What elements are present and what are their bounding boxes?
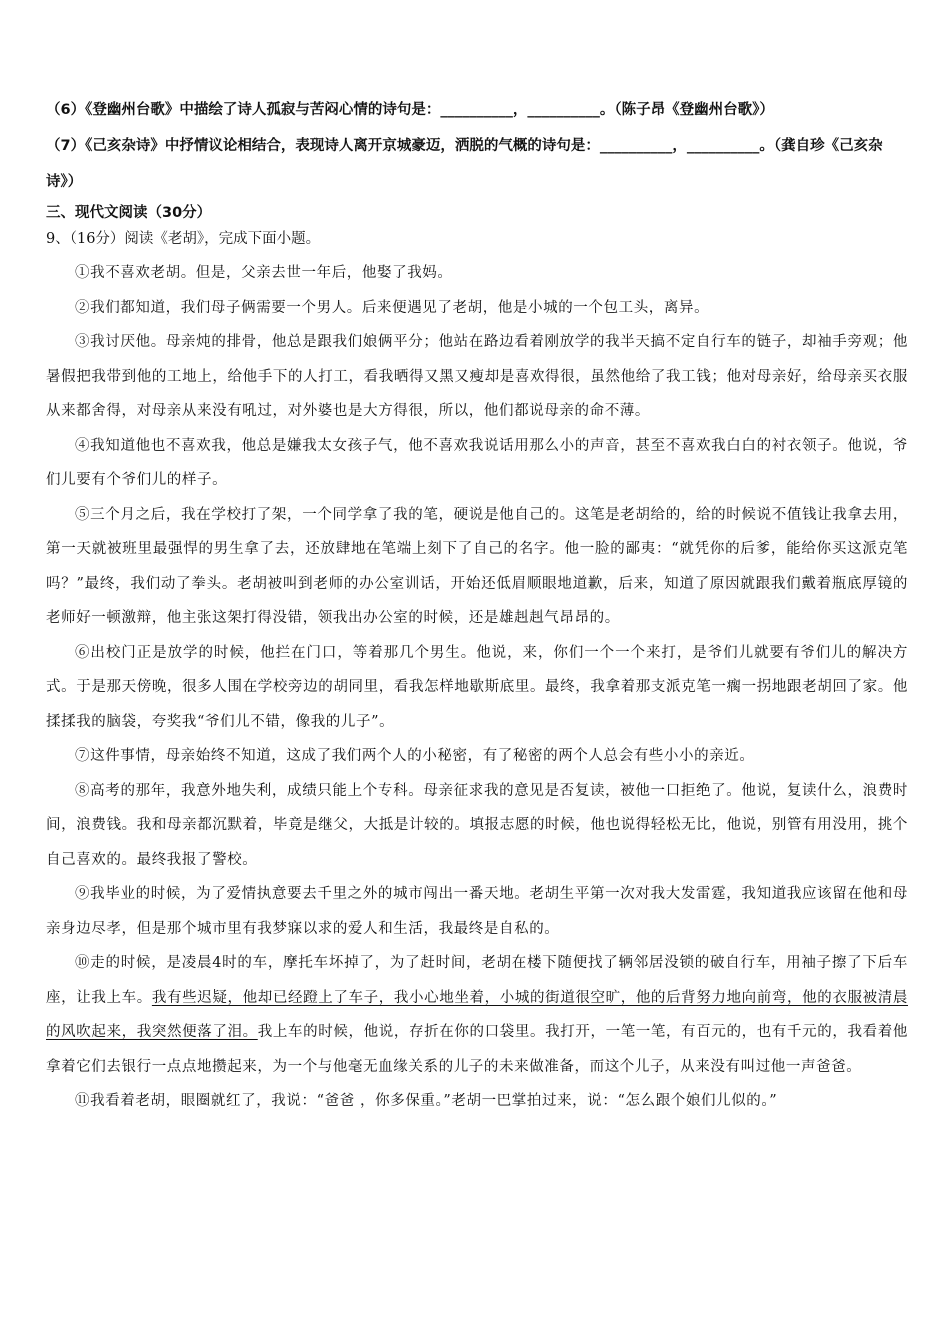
paragraph-10 [46,946,908,1084]
paragraph-2: ②我们都知道，我们母子俩需要一个男人。后来便遇见了老胡，他是小城的一个包工头，离异。 [75,299,710,316]
question-7: （7）《己亥杂诗》中抒情议论相结合，表现诗人离开京城豪迈，洒脱的气概的诗句是：__________，__________。（龚自珍《己亥杂诗》） [46,138,883,190]
paragraph-8: ⑧高考的那年，我意外地失利，成绩只能上个专科。母亲征求我的意见是否复读，被他一口拒绝了。他说，复读什么，浪费时间，浪费钱。我和母亲都沉默着，毕竟是继父，大抵是计较的。填报志愿的时候，他也说得轻松无比，他说，别管有用没用，挑个自己喜欢的。最终我报了警校。 [46,782,908,868]
paragraph-6: ⑥出校门正是放学的时候，他拦在门口，等着那几个男生。他说，来，你们一个一个来打，是爷们儿就要有爷们儿的解决方式。于是那天傍晚，很多人围在学校旁边的胡同里，看我怎样地歇斯底里。最终，我拿着那支派克笔一瘸一拐地跟老胡回了家。他揉揉我的脑袋，夸奖我“爷们儿不错，像我的儿子”。 [46,644,908,730]
paragraph-10-end: 我上车的时候，他说，存折在你的口袋里。我打开，一笔一笔，有百元的，也有千元的，我看着他拿着它们去银行一点点地攒起来，为一个与他毫无血缘关系的儿子的未来做准备，而这个儿子，从来没有叫过他一声爸爸。 [46,1024,909,1075]
paragraph-4: ④我知道他也不喜欢我，他总是嫌我太女孩子气，他不喜欢我说话用那么小的声音，甚至不喜欢我白白的衬衣领子。他说，爷们儿要有个爷们儿的样子。 [46,437,908,488]
paragraph-10-start: ⑩走的时候，是凌晨4时的车，摩托车坏掉了，为了赶时间，老胡在楼下随便找了辆邻居没锁的破自行车，用袖子擦了下后车座，让我上车。 [46,955,908,1006]
paragraph-3: ③我讨厌他。母亲炖的排骨，他总是跟我们娘俩平分；他站在路边看着刚放学的我半天搞不定自行车的链子，却袖手旁观；他暑假把我带到他的工地上，给他手下的人打工，看我晒得又黑又瘦却是喜欢得很，虽然他给了我工钱；他对母亲好，给母亲买衣服从来都舍得，对母亲从来没有吼过，对外婆也是大方得很，所以，他们都说母亲的命不薄。 [46,334,908,419]
paragraph-5: ⑤三个月之后，我在学校打了架，一个同学拿了我的笔，硬说是他自己的。这笔是老胡给的，给的时候说不值钱让我拿去用，第一天就被班里最强悍的男生拿了去，还放肆地在笔端上刻下了自己的名字。他一脸的鄙夷：“就凭你的后爹，能给你买这派克笔吗？”最终，我们动了拳头。老胡被叫到老师的办公室训话，开始还低眉顺眼地道歉，后来，知道了原因就跟我们戴着瓶底厚镜的老师好一顿激辩，他主张这架打得没错，领我出办公室的时候，还是雄赳赳气昂昂的。 [46,506,908,626]
paragraph-11: ⑪我看着老胡，眼圈就红了，我说：“爸爸 ，你多保重。”老胡一巴掌拍过来，说：“怎么跟个娘们儿似的。” [75,1093,778,1109]
underlined-sentence: 我有些迟疑，他却已经蹬上了车子，我小心地坐着，小城的街道很空旷，他的后背努力地向前弯，他的衣服被清晨的风吹起来，我突然便落了泪。 [46,989,909,1040]
paragraph-1: ①我不喜欢老胡。但是，父亲去世一年后，他娶了我妈。 [75,265,453,281]
question-9-intro: 9、（16分）阅读《老胡》，完成下面小题。 [46,231,321,247]
section-title: 三、现代文阅读（30分） [46,205,212,221]
exam-page [46,92,908,1119]
question-6: （6）《登幽州台歌》中描绘了诗人孤寂与苦闷心情的诗句是：__________，__________。（陈子昂《登幽州台歌》） [46,102,774,118]
paragraph-9: ⑨我毕业的时候，为了爱情执意要去千里之外的城市闯出一番天地。老胡生平第一次对我大发雷霆，我知道我应该留在他和母亲身边尽孝，但是那个城市里有我梦寐以求的爱人和生活，我最终是自私的。 [46,886,908,937]
paragraph-7: ⑦这件事情，母亲始终不知道，这成了我们两个人的小秘密，有了秘密的两个人总会有些小小的亲近。 [75,748,755,764]
